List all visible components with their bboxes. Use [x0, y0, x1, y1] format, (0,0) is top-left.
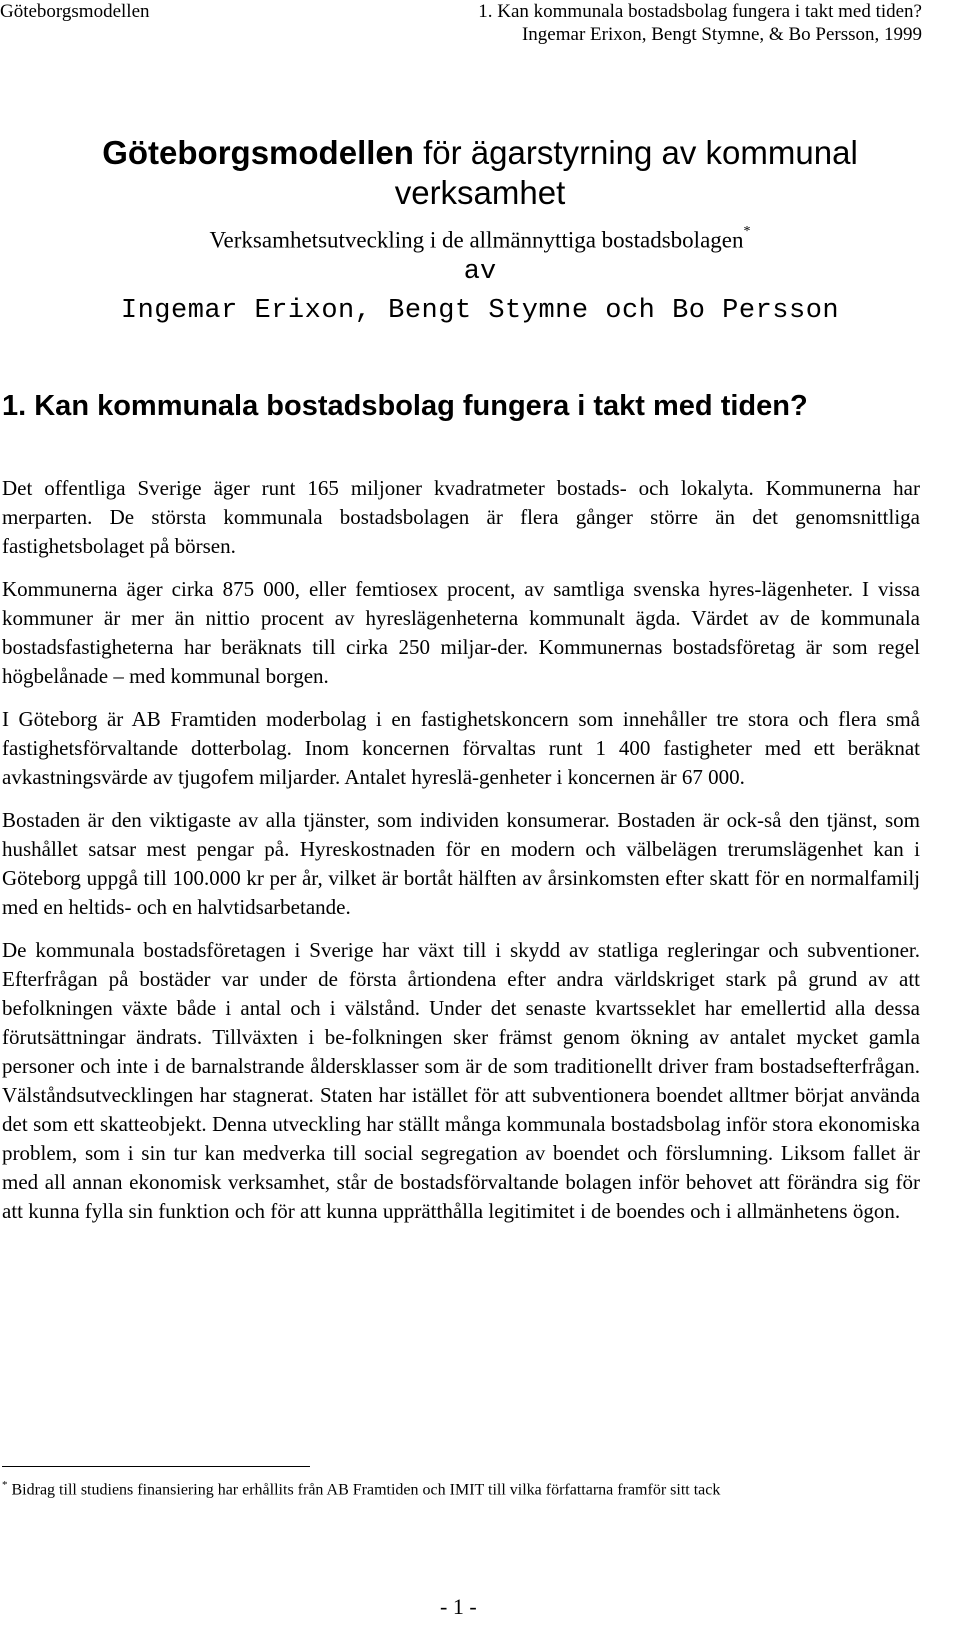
paragraph: I Göteborg är AB Framtiden moderbolag i en fastighetskoncern som innehåller tre stora och flera små fastighetsförvaltande dotterbolag. Inom koncernen förvaltas runt 1 400 fastigheter med ett beräknat avkastningsvärde av tjugofem miljarder. Antalet hyreslä-genheter i koncernen är 67 000.	[2, 707, 920, 789]
document-title	[0, 133, 960, 213]
footnote	[2, 1474, 720, 1501]
document-subtitle	[0, 222, 960, 255]
paragraph: Bostaden är den viktigaste av alla tjänster, som individen konsumerar. Bostaden är ock-så den tjänst, som hushållet satsar mest pengar på. Hyreskostnaden för en modern och välbelägen trerumslägenhet kan i Göteborg uppgå till 100.000 kr per år, vilket är bortåt hälften av årsinkomsten efter skatt för en normalfamilj med en heltids- och en halvtidsarbetande.	[2, 808, 920, 919]
running-header-left: Göteborgsmodellen	[0, 1, 150, 22]
footnote-marker: *	[2, 1479, 8, 1491]
running-header-right	[478, 0, 922, 46]
byline-av: av	[463, 257, 497, 287]
body-text	[2, 474, 920, 1240]
subtitle-text: Verksamhetsutveckling i de allmännyttiga bostadsbolagen	[209, 227, 744, 253]
paragraph: Det offentliga Sverige äger runt 165 miljoner kvadratmeter bostads- och lokalyta. Kommunerna har merparten. De största kommunala bostadsbolagen är flera gånger större än det genomsnittliga fastighetsbolaget på börsen.	[2, 476, 920, 558]
paragraph: Kommunerna äger cirka 875 000, eller femtiosex procent, av samtliga svenska hyres-lägenheter. I vissa kommuner är mer än nittio procent av hyreslägenheterna kommunalt ägda. Värdet av de kommunala bostadsfastigheterna har beräknats till cirka 250 miljar-der. Kommunernas bostadsföretag är som regel högbelånade – med kommunal borgen.	[2, 577, 920, 688]
running-header-chapter: 1. Kan kommunala bostadsbolag fungera i takt med tiden?	[478, 1, 922, 22]
subtitle-footnote-marker: *	[743, 224, 751, 239]
running-header-authors: Ingemar Erixon, Bengt Stymne, & Bo Persson, 1999	[521, 24, 922, 45]
title-line2: verksamhet	[394, 174, 566, 211]
paragraph: De kommunala bostadsföretagen i Sverige har växt till i skydd av statliga regleringar och subventioner. Efterfrågan på bostäder var under de första årtiondena efter andra världskriget stark på grund av att befolkningen växte både i antal och i välstånd. Under det senaste kvartsseklet har emellertid alla dessa förutsättningar ändrats. Tillväxten i be-folkningen sker främst genom ökning av antalet mycket gamla personer och inte i de barnalstrande åldersklasser som är de som traditionellt driver fram bostadsefterfrågan. Välståndsutvecklingen har stagnerat. Staten har istället för att subventionera boendet alltmer börjat använda det som ett skatteobjekt. Denna utveckling har ställt många kommunala bostadsbolag inför stora ekonomiska problem, som i sin tur kan medverka till social segregation av boendet och förslumning. Liksom fallet är med all annan ekonomisk verksamhet, står de bostadsförvaltande bolagen inför behovet att förändra sig för att kunna fylla sin funktion och för att kunna upprätthålla legitimitet i de boendes och i allmänhetens ögon.	[2, 938, 920, 1223]
footnote-separator	[2, 1466, 310, 1467]
page-number: - 1 -	[440, 1594, 477, 1619]
authors-line: Ingemar Erixon, Bengt Stymne och Bo Persson	[120, 296, 840, 326]
title-rest: för ägarstyrning av kommunal	[413, 134, 858, 171]
footnote-text: Bidrag till studiens finansiering har erhållits från AB Framtiden och IMIT till vilka författarna framför sitt tack	[7, 1481, 721, 1499]
title-bold-part: Göteborgsmodellen	[102, 134, 414, 171]
section-heading: 1. Kan kommunala bostadsbolag fungera i takt med tiden?	[2, 390, 808, 422]
